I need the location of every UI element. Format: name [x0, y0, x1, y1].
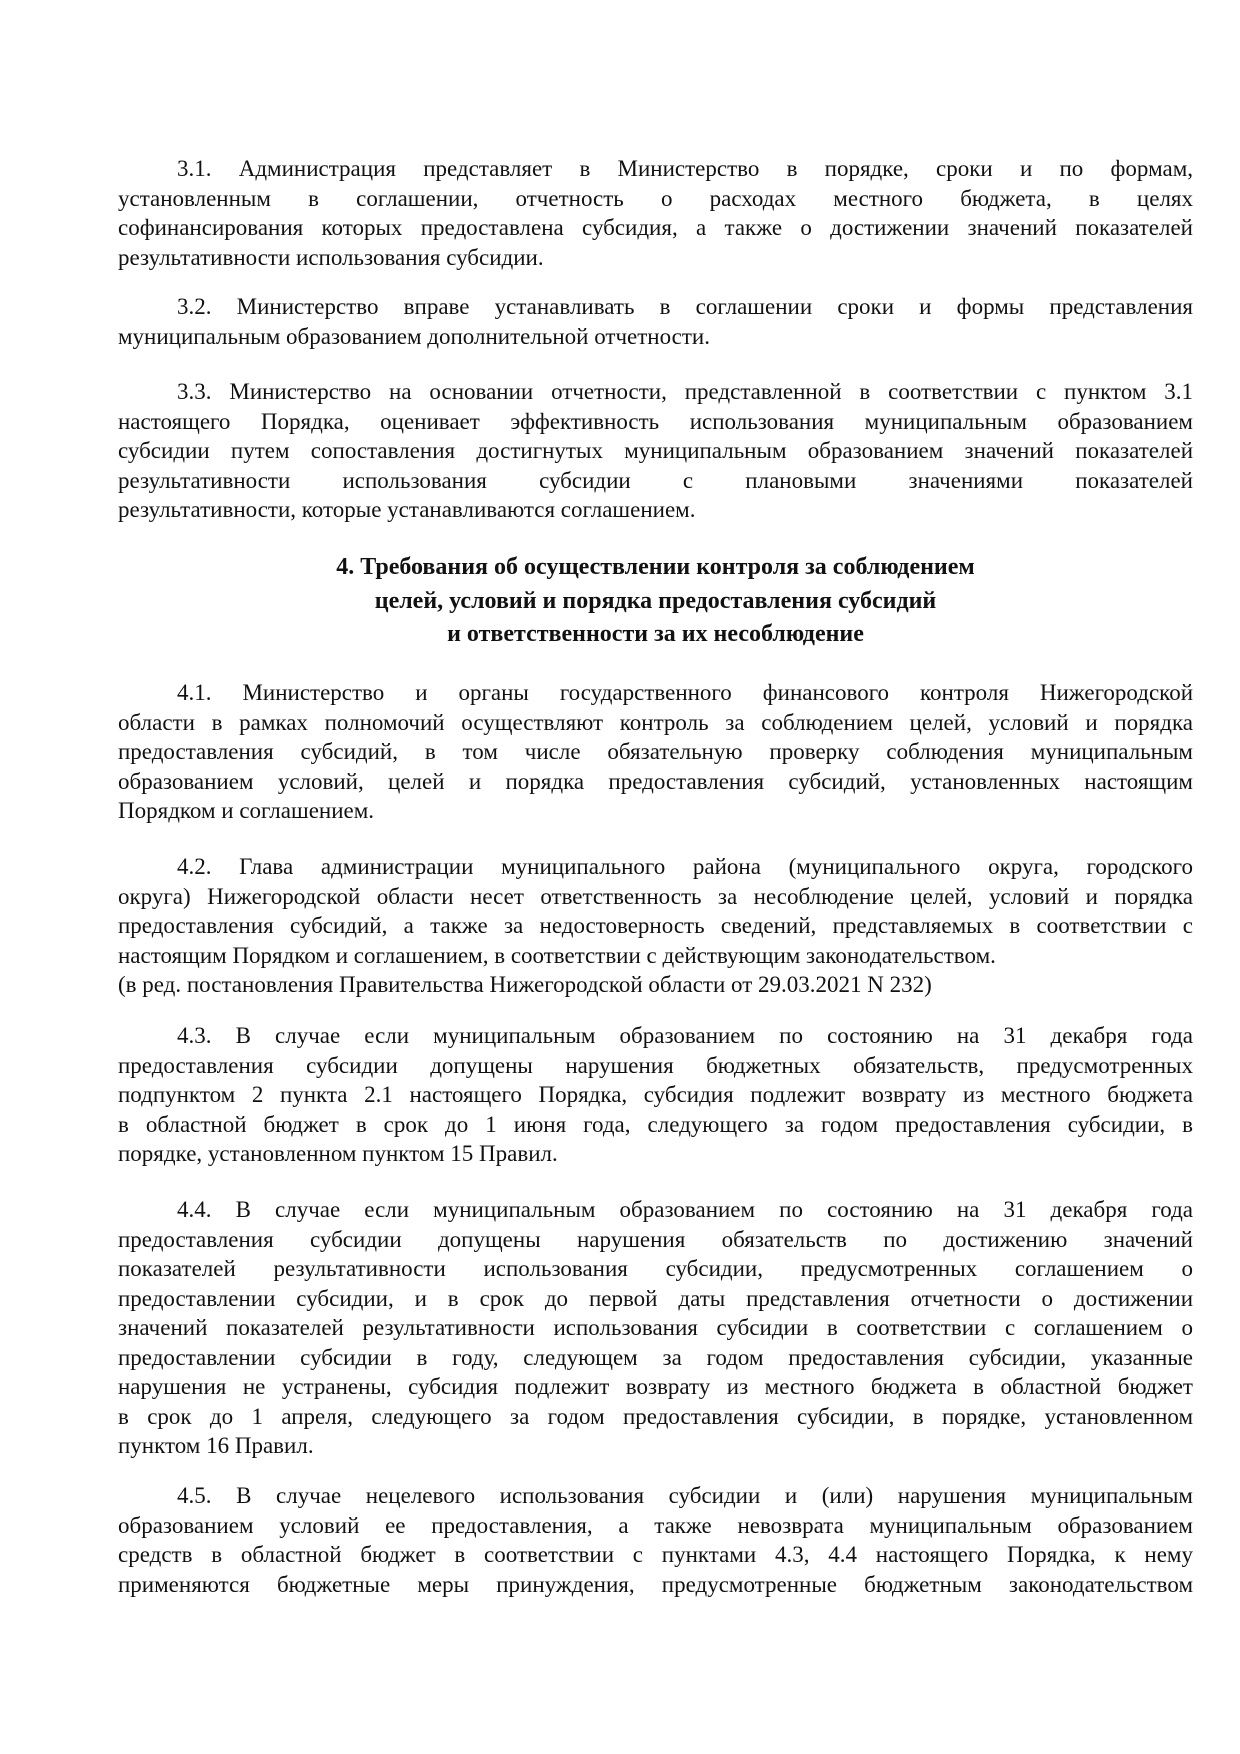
text-line: в областной бюджет в срок до 1 июня года, следующего за годом предоставления субсидии, в: [118, 1111, 1193, 1137]
text-line: Порядком и соглашением.: [118, 798, 375, 823]
text-line: предоставлении субсидии в году, следующем за годом предоставления субсидии, указанные: [118, 1344, 1193, 1370]
text-line: порядке, установленном пунктом 15 Правил.: [118, 1141, 558, 1166]
paragraph-4-3: [118, 1021, 1193, 1169]
paragraph-4-2: [118, 852, 1193, 1000]
text-line: настоящим Порядком и соглашением, в соответствии с действующим законодательством.: [118, 942, 996, 968]
text-line: подпунктом 2 пункта 2.1 настоящего Порядка, субсидия подлежит возврату из местного бюджета: [118, 1082, 1193, 1107]
text-line: результативности использования субсидии с плановыми значениями показателей: [118, 467, 1193, 493]
text-line: предоставления субсидий, в том числе обязательную проверку соблюдения муниципальным: [118, 739, 1193, 764]
paragraph-4-4: [118, 1195, 1193, 1461]
text-line: округа) Нижегородской области несет ответственность за несоблюдение целей, условий и порядка: [118, 883, 1193, 909]
text-line: пунктом 16 Правил.: [118, 1433, 314, 1458]
text-line: образованием условий ее предоставления, а также невозврата муниципальным образованием: [118, 1512, 1193, 1538]
text-line: 4.5. В случае нецелевого использования субсидии и (или) нарушения муниципальным: [177, 1483, 1193, 1508]
text-line: средств в областной бюджет в соответствии с пунктами 4.3, 4.4 настоящего Порядка, к нему: [118, 1542, 1193, 1567]
paragraph-4-5: [118, 1481, 1193, 1599]
text-line: софинансирования которых предоставлена субсидия, а также о достижении значений показателей: [118, 215, 1193, 240]
amendment-note: (в ред. постановления Правительства Нижегородской области от 29.03.2021 N 232): [118, 972, 932, 997]
text-line: показателей результативности использования субсидии, предусмотренных соглашением о: [118, 1256, 1193, 1281]
text-line: настоящего Порядка, оценивает эффективность использования муниципальным образованием: [118, 408, 1193, 434]
text-line: 4.1. Министерство и органы государственного финансового контроля Нижегородской: [177, 680, 1193, 705]
text-line: значений показателей результативности использования субсидии в соответствии с соглашением о: [118, 1315, 1193, 1340]
heading-line: 4. Требования об осуществлении контроля за соблюдением: [336, 554, 975, 580]
paragraph-3-2: [118, 292, 1193, 351]
text-line: установленным в соглашении, отчетность о расходах местного бюджета, в целях: [118, 185, 1193, 211]
text-line: области в рамках полномочий осуществляют контроль за соблюдением целей, условий и порядка: [118, 709, 1193, 735]
paragraph-3-3: [118, 377, 1193, 525]
text-line: предоставлении субсидии, и в срок до первой даты представления отчетности о достижении: [118, 1285, 1193, 1311]
text-line: 4.2. Глава администрации муниципального района (муниципального округа, городского: [177, 854, 1193, 879]
text-line: 4.3. В случае если муниципальным образованием по состоянию на 31 декабря года: [177, 1023, 1193, 1048]
heading-line: и ответственности за их несоблюдение: [447, 621, 864, 647]
text-line: результативности использования субсидии.: [118, 244, 544, 270]
text-line: субсидии путем сопоставления достигнутых муниципальным образованием значений показателей: [118, 438, 1193, 463]
text-line: нарушения не устранены, субсидия подлежит возврату из местного бюджета в областной бюджет: [118, 1374, 1193, 1399]
paragraph-3-1: [118, 154, 1193, 272]
text-line: предоставления субсидии допущены нарушения бюджетных обязательств, предусмотренных: [118, 1052, 1193, 1078]
paragraph-4-1: [118, 678, 1193, 826]
text-line: 3.3. Министерство на основании отчетности, представленной в соответствии с пунктом 3.1: [177, 379, 1193, 404]
text-line: результативности, которые устанавливаются соглашением.: [118, 497, 696, 522]
text-line: образованием условий, целей и порядка предоставления субсидий, установленных настоящим: [118, 768, 1193, 794]
text-line: 3.1. Администрация представляет в Министерство в порядке, сроки и по формам,: [177, 156, 1193, 181]
text-line: 4.4. В случае если муниципальным образованием по состоянию на 31 декабря года: [177, 1197, 1193, 1222]
text-line: муниципальным образованием дополнительной отчетности.: [118, 323, 710, 349]
text-line: предоставления субсидии допущены нарушения обязательств по достижению значений: [118, 1226, 1193, 1252]
section-heading: [118, 551, 1193, 652]
text-line: применяются бюджетные меры принуждения, предусмотренные бюджетным законодательством: [118, 1571, 1193, 1597]
heading-line: целей, условий и порядка предоставления субсидий: [374, 587, 937, 614]
text-line: 3.2. Министерство вправе устанавливать в соглашении сроки и формы представления: [177, 294, 1193, 319]
text-line: предоставления субсидий, а также за недостоверность сведений, представляемых в соответствии с: [118, 913, 1193, 938]
text-line: в срок до 1 апреля, следующего за годом предоставления субсидии, в порядке, установленном: [118, 1403, 1193, 1429]
